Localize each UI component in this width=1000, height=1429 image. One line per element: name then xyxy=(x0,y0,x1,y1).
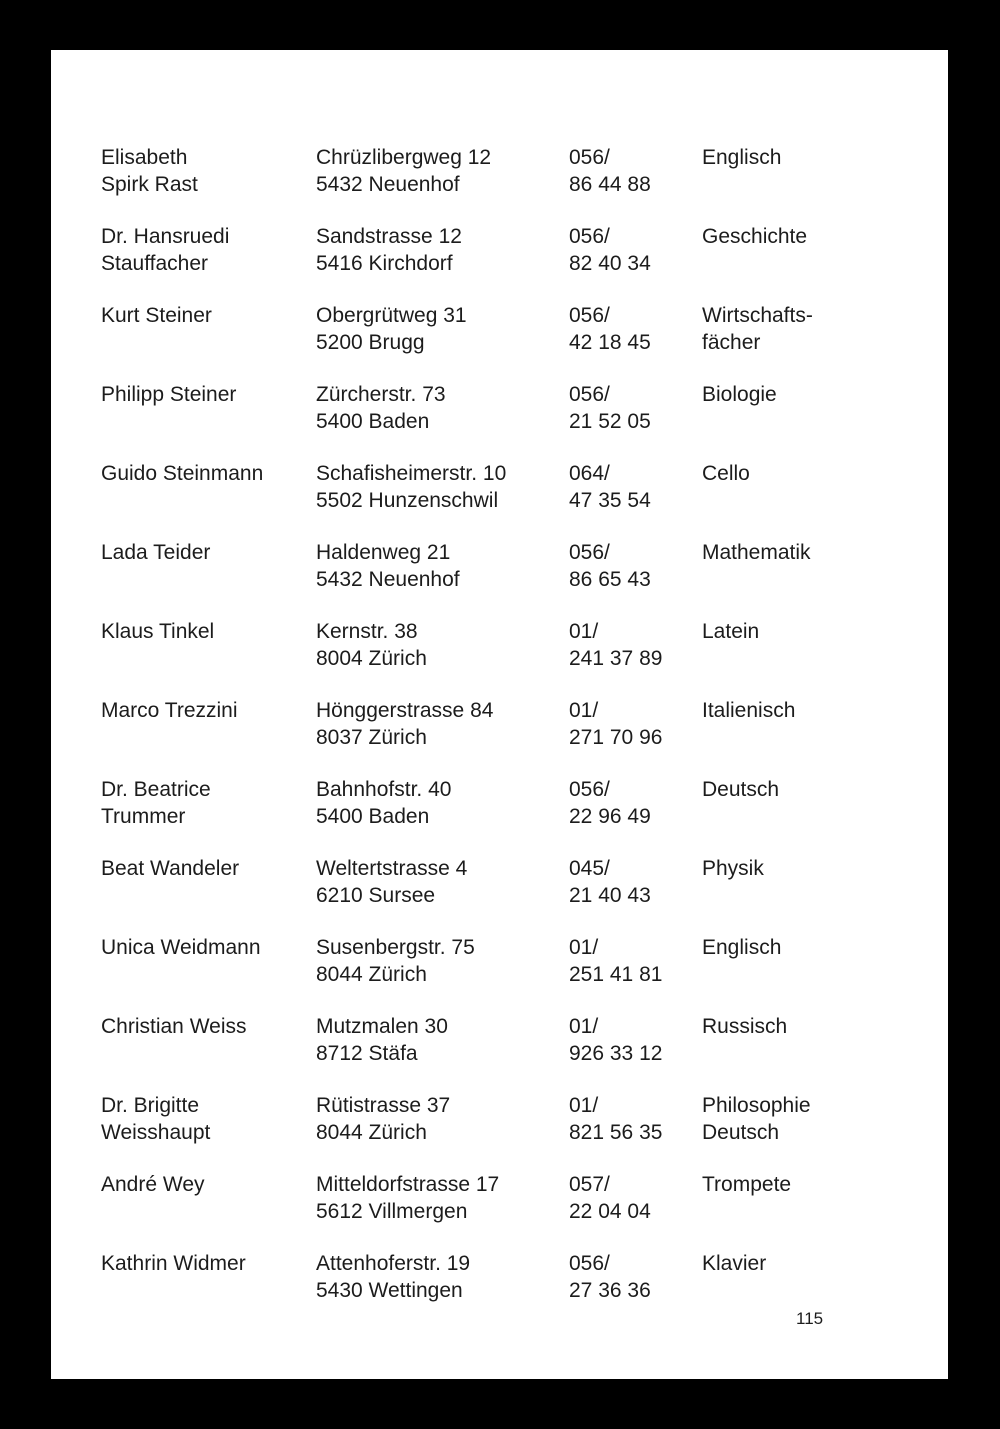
entry-subject: Englisch xyxy=(702,936,782,959)
entry-phone: 01/ 251 41 81 xyxy=(569,936,663,986)
entry-subject: Russisch xyxy=(702,1015,788,1038)
entry-phone: 056/ 86 65 43 xyxy=(569,541,651,591)
entry-subject: Trompete xyxy=(702,1173,792,1196)
directory-entry xyxy=(99,460,899,539)
entry-subject: Physik xyxy=(702,857,764,880)
entry-phone: 064/ 47 35 54 xyxy=(569,462,651,512)
directory-entry xyxy=(99,1171,899,1250)
directory-entry xyxy=(99,381,899,460)
entry-name: Unica Weidmann xyxy=(101,936,261,959)
entry-subject: Englisch xyxy=(702,146,782,169)
entry-name: Marco Trezzini xyxy=(101,699,238,722)
directory-entry xyxy=(99,618,899,697)
entry-phone: 01/ 821 56 35 xyxy=(569,1094,663,1144)
entry-subject: Mathematik xyxy=(702,541,811,564)
directory-entry xyxy=(99,539,899,618)
entry-subject: Geschichte xyxy=(702,225,808,248)
entry-address: Attenhoferstr. 19 5430 Wettingen xyxy=(316,1252,471,1302)
entry-name: Dr. Hansruedi Stauffacher xyxy=(101,225,230,275)
entry-subject: Deutsch xyxy=(702,778,780,801)
entry-address: Bahnhofstr. 40 5400 Baden xyxy=(316,778,452,828)
directory-entry xyxy=(99,1092,899,1171)
entry-phone: 045/ 21 40 43 xyxy=(569,857,651,907)
entry-phone: 056/ 82 40 34 xyxy=(569,225,651,275)
entry-subject: Cello xyxy=(702,462,750,485)
entry-address: Mitteldorfstrasse 17 5612 Villmergen xyxy=(316,1173,500,1223)
entry-subject: Philosophie Deutsch xyxy=(702,1094,811,1144)
entry-phone: 01/ 926 33 12 xyxy=(569,1015,663,1065)
entry-phone: 056/ 27 36 36 xyxy=(569,1252,651,1302)
entry-subject: Biologie xyxy=(702,383,777,406)
entry-address: Mutzmalen 30 8712 Stäfa xyxy=(316,1015,448,1065)
entry-address: Hönggerstrasse 84 8037 Zürich xyxy=(316,699,494,749)
entry-name: Dr. Brigitte Weisshaupt xyxy=(101,1094,211,1144)
entry-name: Lada Teider xyxy=(101,541,211,564)
document-page xyxy=(51,50,948,1379)
entry-name: Kathrin Widmer xyxy=(101,1252,246,1275)
entry-address: Schafisheimerstr. 10 5502 Hunzenschwil xyxy=(316,462,507,512)
entry-address: Rütistrasse 37 8044 Zürich xyxy=(316,1094,451,1144)
directory-entry xyxy=(99,302,899,381)
entry-subject: Wirtschafts- fächer xyxy=(702,304,813,354)
entry-name: Klaus Tinkel xyxy=(101,620,215,643)
entry-name: Philipp Steiner xyxy=(101,383,237,406)
entry-subject: Klavier xyxy=(702,1252,767,1275)
entry-address: Zürcherstr. 73 5400 Baden xyxy=(316,383,446,433)
entry-address: Weltertstrasse 4 6210 Sursee xyxy=(316,857,468,907)
entry-name: Guido Steinmann xyxy=(101,462,264,485)
entry-subject: Italienisch xyxy=(702,699,796,722)
entry-name: Kurt Steiner xyxy=(101,304,212,327)
entry-subject: Latein xyxy=(702,620,760,643)
entry-phone: 057/ 22 04 04 xyxy=(569,1173,651,1223)
entry-name: Beat Wandeler xyxy=(101,857,240,880)
directory-entry xyxy=(99,223,899,302)
directory-entry xyxy=(99,144,899,223)
entry-name: Dr. Beatrice Trummer xyxy=(101,778,211,828)
entry-address: Kernstr. 38 8004 Zürich xyxy=(316,620,427,670)
directory-list xyxy=(99,144,899,1329)
entry-phone: 01/ 241 37 89 xyxy=(569,620,663,670)
directory-entry xyxy=(99,855,899,934)
directory-entry xyxy=(99,1250,899,1329)
directory-entry xyxy=(99,776,899,855)
entry-address: Obergrütweg 31 5200 Brugg xyxy=(316,304,467,354)
entry-phone: 056/ 21 52 05 xyxy=(569,383,651,433)
entry-address: Susenbergstr. 75 8044 Zürich xyxy=(316,936,475,986)
directory-entry xyxy=(99,934,899,1013)
page-number: 115 xyxy=(796,1309,824,1328)
entry-phone: 01/ 271 70 96 xyxy=(569,699,663,749)
entry-phone: 056/ 42 18 45 xyxy=(569,304,651,354)
entry-name: Elisabeth Spirk Rast xyxy=(101,146,198,196)
directory-entry xyxy=(99,697,899,776)
directory-entry xyxy=(99,1013,899,1092)
entry-address: Haldenweg 21 5432 Neuenhof xyxy=(316,541,460,591)
entry-address: Chrüzlibergweg 12 5432 Neuenhof xyxy=(316,146,492,196)
entry-name: Christian Weiss xyxy=(101,1015,247,1038)
entry-phone: 056/ 86 44 88 xyxy=(569,146,651,196)
entry-phone: 056/ 22 96 49 xyxy=(569,778,651,828)
entry-address: Sandstrasse 12 5416 Kirchdorf xyxy=(316,225,462,275)
entry-name: André Wey xyxy=(101,1173,205,1196)
